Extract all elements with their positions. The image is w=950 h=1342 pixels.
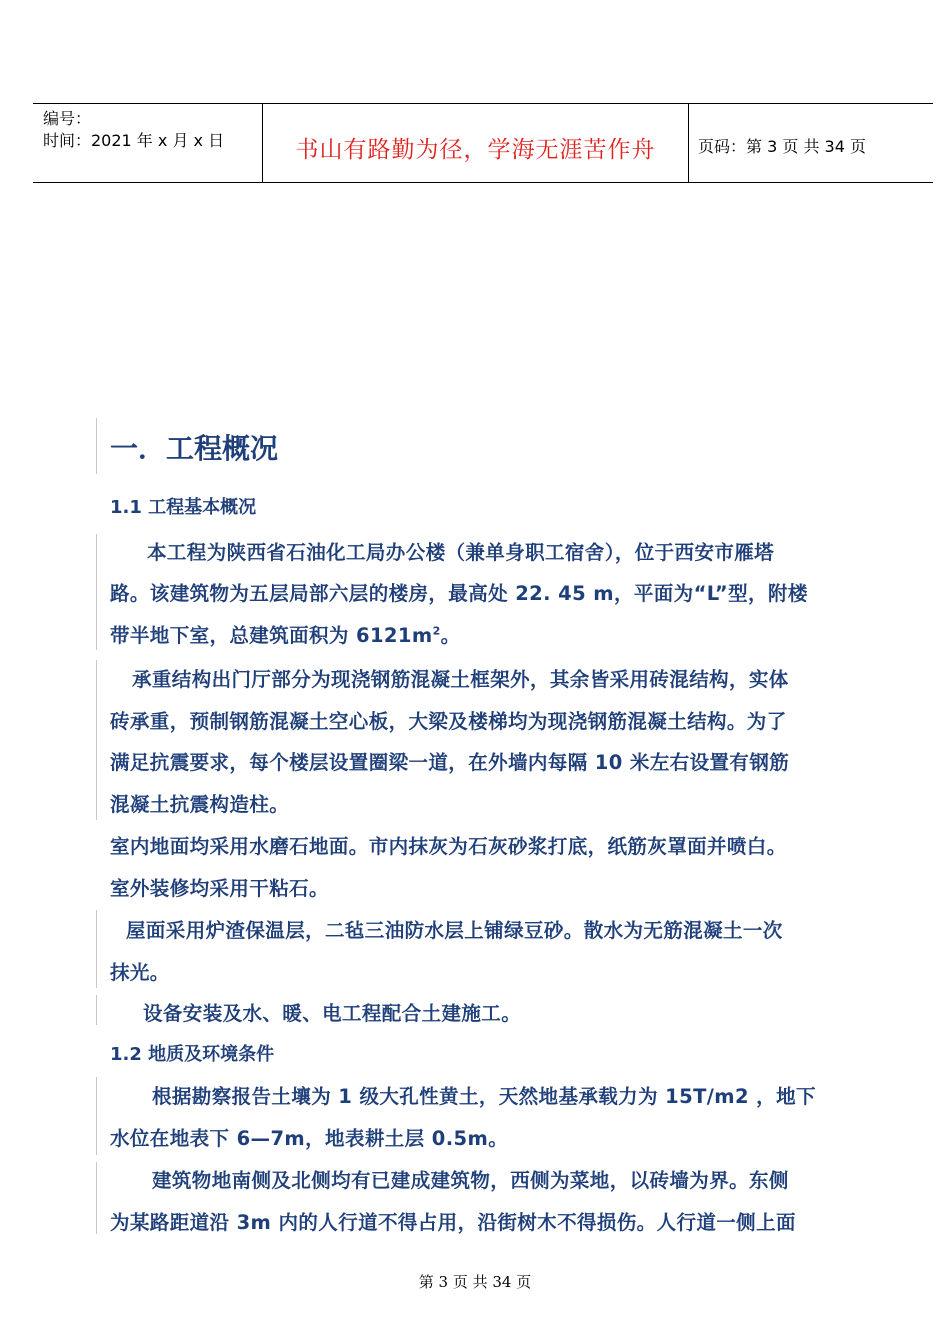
header-page-cell: [688, 104, 933, 182]
document-number-label: 编号：: [43, 109, 92, 128]
paragraph-guide: [96, 418, 97, 474]
paragraph-guide: [96, 995, 97, 1025]
paragraph-line: 水位在地表下 6—7m，地表耕土层 0.5m。: [110, 1127, 509, 1150]
paragraph-line: 砖承重，预制钢筋混凝土空心板，大梁及楼梯均为现浇钢筋混凝土结构。为了: [110, 710, 787, 733]
paragraph-line: 混凝土抗震构造柱。: [110, 793, 290, 816]
paragraph-line: 承重结构出门厅部分为现浇钢筋混凝土框架外，其余皆采用砖混结构，实体: [132, 668, 789, 691]
paragraph-line: 设备安装及水、暖、电工程配合土建施工。: [143, 1002, 522, 1025]
paragraph-guide: [96, 660, 97, 820]
paragraph-line: 抹光。: [110, 961, 170, 984]
paragraph-line: 满足抗震要求，每个楼层设置圈梁一道，在外墙内每隔 10 米左右设置有钢筋: [110, 751, 790, 774]
section-title-1-1: 1.1 工程基本概况: [110, 497, 257, 518]
paragraph-guide: [96, 910, 97, 988]
paragraph-line: 本工程为陕西省石油化工局办公楼（兼单身职工宿舍），位于西安市雁塔: [147, 541, 775, 564]
paragraph-line: 室外装修均采用干粘石。: [110, 877, 329, 900]
heading-project-overview: 一．工程概况: [110, 432, 279, 465]
paragraph-guide: [96, 1162, 97, 1234]
paragraph-line: 带半地下室，总建筑面积为 $6121m^2$。: [110, 624, 461, 647]
paragraph-line: 室内地面均采用水磨石地面。市内抹灰为石灰砂浆打底，纸筋灰罩面并喷白。: [110, 835, 787, 858]
document-header: [33, 103, 933, 183]
paragraph-line: 路。该建筑物为五层局部六层的楼房，最高处 22. 45 m，平面为“L”型，附楼: [110, 582, 808, 605]
header-motto-cell: [262, 104, 689, 182]
paragraph-line: 为某路距道沿 3m 内的人行道不得占用，沿街树木不得损伤。人行道一侧上面: [110, 1211, 796, 1234]
paragraph-line: 根据勘察报告土壤为 1 级大孔性黄土，天然地基承载力为 15T/m2 ，地下: [152, 1085, 816, 1108]
header-page-code: 页码：第 3 页 共 34 页: [698, 137, 866, 156]
page-footer: 第 3 页 共 34 页: [418, 1273, 532, 1291]
document-time-label: 时间：2021 年 x 月 x 日: [43, 131, 225, 150]
header-motto: 书山有路勤为径，学海无涯苦作舟: [295, 137, 656, 163]
section-title-1-2: 1.2 地质及环境条件: [110, 1044, 275, 1065]
header-meta-cell: [33, 104, 262, 182]
paragraph-line: 屋面采用炉渣保温层，二毡三油防水层上铺绿豆砂。散水为无筋混凝土一次: [126, 919, 783, 942]
paragraph-guide: [96, 534, 97, 650]
paragraph-guide: [96, 1077, 97, 1155]
paragraph-line: 建筑物地南侧及北侧均有已建成建筑物，西侧为菜地，以砖墙为界。东侧: [152, 1169, 789, 1192]
